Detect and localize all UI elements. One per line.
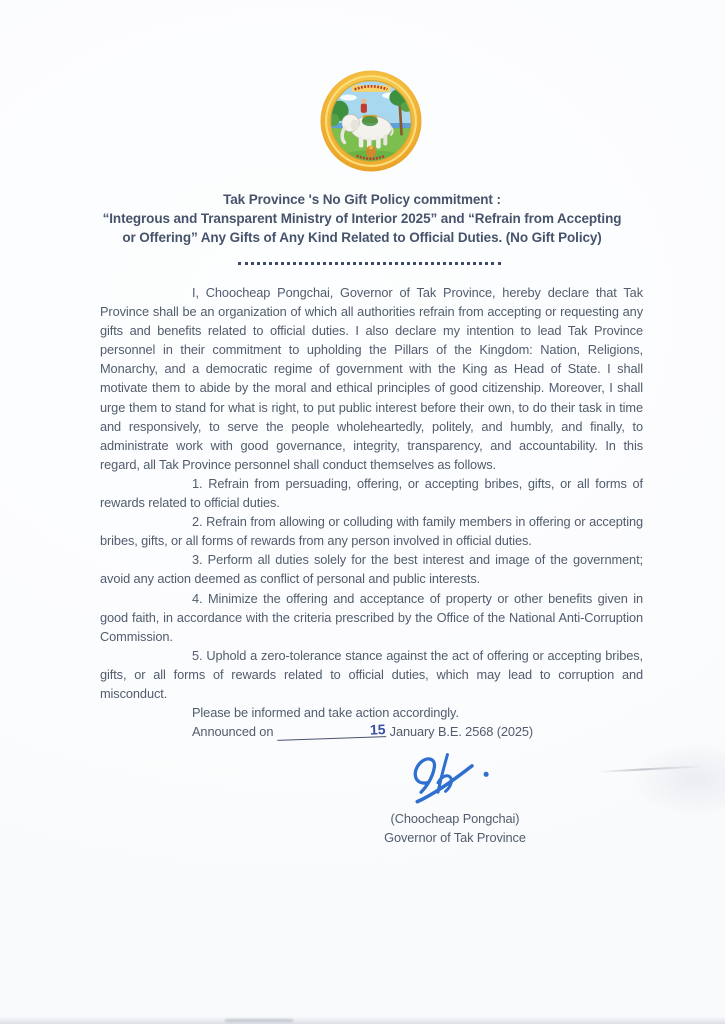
handwritten-day: 15 — [277, 722, 387, 741]
title-line-3: or Offering” Any Gifts of Any Kind Related to Official Duties. (No Gift Policy) — [122, 230, 602, 245]
signatory-name: (Choocheap Pongchai) — [390, 811, 520, 827]
letter-body — [100, 283, 643, 847]
policy-item-3: 3. Perform all duties solely for the best interest and image of the government; avoid any action deemed as conflict of personal and public interests. — [100, 552, 643, 587]
announced-suffix: January B.E. 2568 (2025) — [389, 724, 534, 740]
announced-prefix: Announced on — [192, 724, 274, 740]
signature-block — [352, 747, 558, 847]
elephant-seal-icon — [320, 70, 422, 172]
letter-title — [62, 190, 662, 247]
closing-line: Please be informed and take action accordingly. — [192, 705, 459, 721]
declaration-paragraph: I, Choocheap Pongchai, Governor of Tak Province, hereby declare that Tak Province shall be an organization of which all authorities refrain from accepting or requesting any gifts and benefits related to official duties. I also declare my intention to lead Tak Province personnel in their commitment to upholding the Pillars of the Kingdom: Nation, Religions, Monarchy, and a democratic regime of government with the King as Head of State. I shall motivate them to abide by the moral and ethical principles of good citizenship. Moreover, I shall urge them to stand for what is right, to put public interest before their own, to do their task in time and responsively, to serve the people wholeheartedly, politely, and humbly, and finally, to administrate work with good governance, integrity, transparency, and accountability. In this regard, all Tak Province personnel shall conduct themselves as follows. — [100, 285, 643, 472]
policy-item-1: 1. Refrain from persuading, offering, or accepting bribes, gifts, or all forms of rewards related to official duties. — [100, 475, 643, 511]
scan-smudge — [225, 1019, 293, 1022]
policy-item-2: 2. Refrain from allowing or colluding with family members in offering or accepting bribes, gifts, or all forms of rewards from any person involved in official duties. — [100, 514, 643, 549]
policy-item-4: 4. Minimize the offering and acceptance of property or other benefits given in good faith, in accordance with the criteria prescribed by the Office of the National Anti-Corruption Commission. — [100, 590, 643, 644]
announced-line — [100, 722, 643, 741]
province-seal-emblem — [320, 70, 422, 172]
signatory-title: Governor of Tak Province — [384, 830, 526, 846]
policy-item-5: 5. Uphold a zero-tolerance stance against the act of offering or accepting bribes, gifts, or all forms of rewards related to official duties, which may lead to corruption and misconduct. — [100, 647, 643, 701]
signature-ink-icon — [395, 747, 515, 813]
paper-fold-highlight — [630, 742, 725, 817]
title-line-2: “Integrous and Transparent Ministry of Interior 2025” and “Refrain from Accepting — [102, 211, 622, 226]
title-line-1: Tak Province 's No Gift Policy commitment : — [223, 192, 501, 207]
page-bottom-shadow — [0, 1017, 725, 1024]
dotted-separator — [238, 262, 501, 265]
